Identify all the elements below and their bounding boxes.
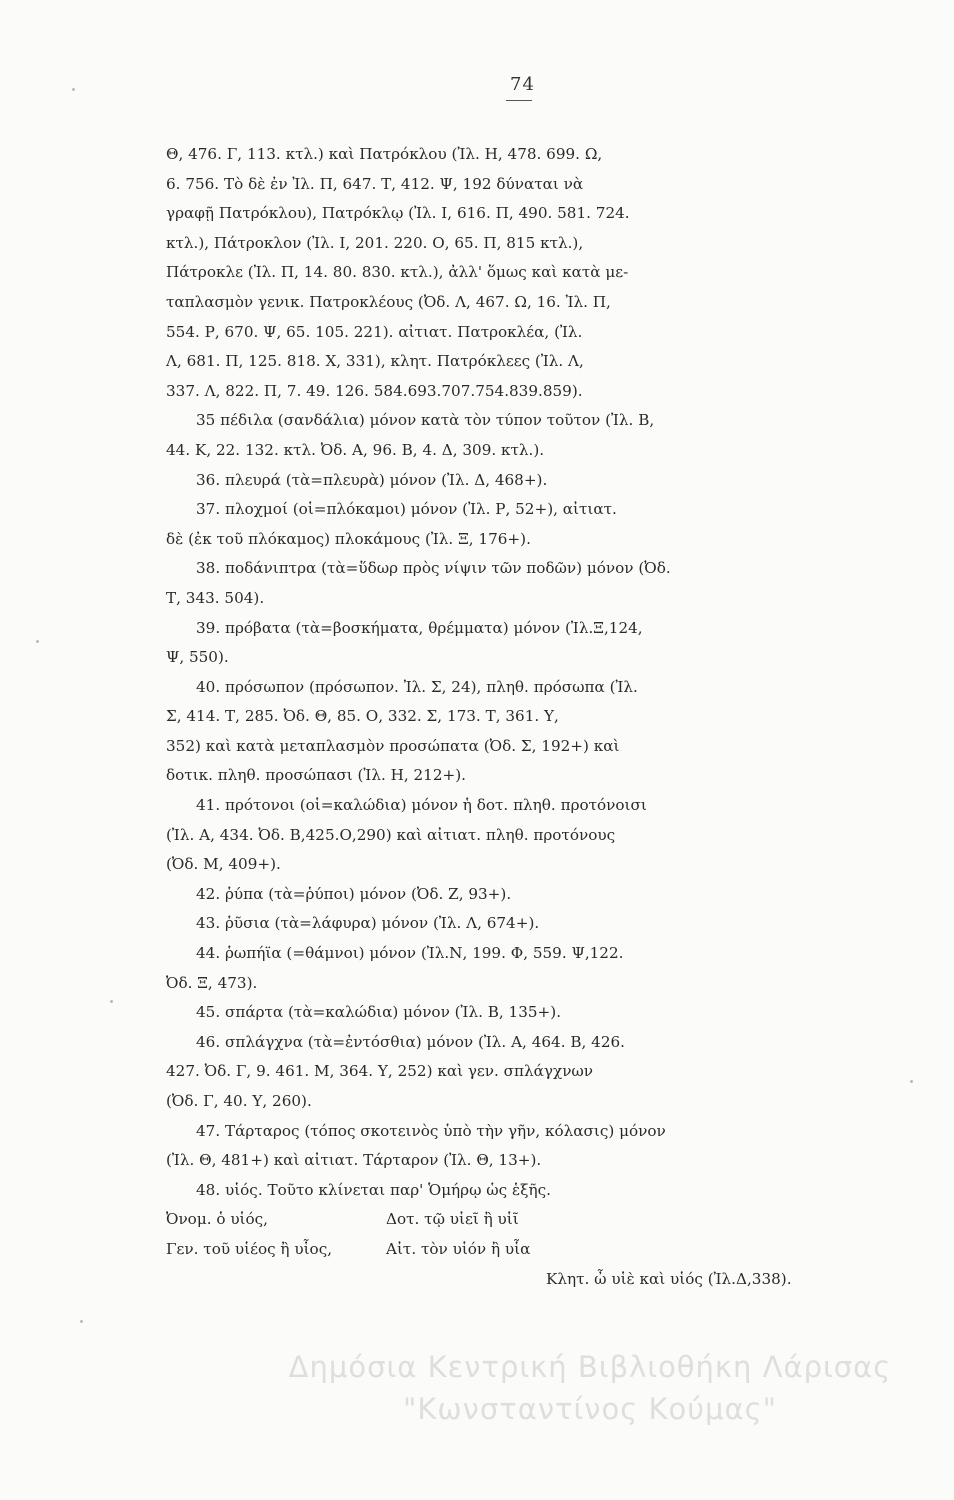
text-line: Λ, 681. Π, 125. 818. Χ, 331), κλητ. Πατρόκλεες (Ἰλ. Λ, (166, 352, 584, 371)
text-line: 38. ποδάνιπτρα (τὰ=ὕδωρ πρὸς νίψιν τῶν ποδῶν) μόνον (Ὀδ. (196, 559, 671, 578)
text-line: 43. ῥῦσια (τὰ=λάφυρα) μόνον (Ἰλ. Λ, 674+). (196, 914, 540, 933)
paper-speck (910, 1080, 913, 1083)
text-line: 41. πρότονοι (οἱ=καλώδια) μόνον ἡ δοτ. πληθ. προτόνοισι (196, 796, 647, 815)
declension-row (166, 1235, 826, 1265)
declension-cell: Αἰτ. τὸν υἱόν ἢ υἷα (386, 1239, 531, 1258)
paper-speck (110, 1000, 113, 1003)
text-line: 44. ῥωπήϊα (=θάμνοι) μόνον (Ἰλ.Ν, 199. Φ, 559. Ψ,122. (196, 944, 624, 963)
text-line: 554. Ρ, 670. Ψ, 65. 105. 221). αἰτιατ. Πατροκλέα, (Ἰλ. (166, 322, 583, 341)
declension-cell (606, 1205, 846, 1235)
text-line: (Ὀδ. Γ, 40. Υ, 260). (166, 1092, 312, 1110)
declension-cell: Κλητ. ὦ υἱὲ καὶ υἱός (Ἰλ.Δ,338). (546, 1269, 792, 1288)
text-line: 37. πλοχμοί (οἱ=πλόκαμοι) μόνον (Ἰλ. Ρ, 52+), αἰτιατ. (196, 500, 617, 519)
declension-cell: Δοτ. τῷ υἱεῖ ἢ υἱῖ (386, 1210, 519, 1229)
library-watermark-subtitle: "Κωνσταντίνος Κούμας" (403, 1392, 777, 1426)
text-line: 47. Τάρταρος (τόπος σκοτεινὸς ὑπὸ τὴν γῆν, κόλασις) μόνον (196, 1121, 666, 1140)
text-line: 44. Κ, 22. 132. κτλ. Ὀδ. Α, 96. Β, 4. Δ, 309. κτλ.). (166, 440, 545, 459)
declension-row (166, 1265, 826, 1295)
declension-cell: Γεν. τοῦ υἱέος ἢ υἷος, (166, 1239, 333, 1258)
text-line: Ψ, 550). (166, 648, 229, 667)
text-line: 39. πρόβατα (τὰ=βοσκήματα, θρέμματα) μόνον (Ἰλ.Ξ,124, (196, 618, 643, 637)
paper-speck (36, 640, 39, 643)
body-text (166, 140, 826, 1294)
declension-cell (166, 1265, 386, 1295)
text-line: 427. Ὀδ. Γ, 9. 461. Μ, 364. Υ, 252) καὶ γεν. σπλάγχνων (166, 1062, 594, 1081)
text-line: 40. πρόσωπον (πρόσωπον. Ἰλ. Σ, 24), πληθ. πρόσωπα (Ἰλ. (196, 677, 638, 696)
text-line: 337. Λ, 822. Π, 7. 49. 126. 584.693.707.754.839.859). (166, 381, 583, 400)
text-line: (Ἰλ. Θ, 481+) καὶ αἰτιατ. Τάρταρον (Ἰλ. Θ, 13+). (166, 1151, 542, 1170)
text-line: (Ἰλ. Α, 434. Ὀδ. Β,425.Ο,290) καὶ αἰτιατ. πληθ. προτόνους (166, 825, 616, 844)
text-line: δὲ (ἐκ τοῦ πλόκαμος) πλοκάμους (Ἰλ. Ξ, 176+). (166, 529, 531, 548)
text-line: 35 πέδιλα (σανδάλια) μόνον κατὰ τὸν τύπον τοῦτον (Ἰλ. Β, (196, 411, 655, 430)
text-line: Ὀδ. Ξ, 473). (166, 973, 258, 992)
page-number: 74 (510, 74, 535, 95)
library-watermark: Δημόσια Κεντρική Βιβλιοθήκη Λάρισας (288, 1350, 892, 1384)
text-line: 6. 756. Τὸ δὲ ἐν Ἰλ. Π, 647. Τ, 412. Ψ, 192 δύναται νὰ (166, 174, 584, 193)
text-line: Σ, 414. Τ, 285. Ὀδ. Θ, 85. Ο, 332. Σ, 173. Τ, 361. Υ, (166, 707, 559, 726)
paper-speck (72, 88, 75, 91)
text-line: ταπλασμὸν γενικ. Πατροκλέους (Ὀδ. Λ, 467. Ω, 16. Ἰλ. Π, (166, 292, 611, 311)
declension-cell (606, 1235, 846, 1265)
text-line: Τ, 343. 504). (166, 588, 265, 607)
text-line: 46. σπλάγχνα (τὰ=ἐντόσθια) μόνον (Ἰλ. Α, 464. Β, 426. (196, 1032, 625, 1051)
text-line: 45. σπάρτα (τὰ=καλώδια) μόνον (Ἰλ. Β, 135+). (196, 1003, 562, 1022)
text-line: 48. υἱός. Τοῦτο κλίνεται παρ' Ὁμήρῳ ὡς ἑξῆς. (196, 1180, 551, 1199)
text-line: 42. ῥύπα (τὰ=ῥύποι) μόνον (Ὀδ. Ζ, 93+). (196, 884, 512, 903)
text-line: 352) καὶ κατὰ μεταπλασμὸν προσώπατα (Ὀδ. Σ, 192+) καὶ (166, 736, 620, 755)
declension-cell: Ὀνομ. ὁ υἱός, (166, 1210, 268, 1229)
text-line: γραφῇ Πατρόκλου), Πατρόκλῳ (Ἰλ. Ι, 616. Π, 490. 581. 724. (166, 204, 630, 223)
text-line: 36. πλευρά (τὰ=πλευρὰ) μόνον (Ἰλ. Δ, 468+). (196, 470, 548, 489)
text-line: κτλ.), Πάτροκλον (Ἰλ. Ι, 201. 220. Ο, 65. Π, 815 κτλ.), (166, 233, 584, 252)
text-line: δοτικ. πληθ. προσώπασι (Ἰλ. Η, 212+). (166, 766, 466, 785)
text-line: Πάτροκλε (Ἰλ. Π, 14. 80. 830. κτλ.), ἀλλ' ὅμως καὶ κατὰ με- (166, 263, 629, 282)
paper-speck (80, 1320, 83, 1323)
text-line: (Ὀδ. Μ, 409+). (166, 855, 281, 874)
page-number-rule (506, 100, 532, 101)
text-line: Θ, 476. Γ, 113. κτλ.) καὶ Πατρόκλου (Ἰλ. Η, 478. 699. Ω, (166, 145, 603, 163)
declension-row (166, 1205, 826, 1235)
